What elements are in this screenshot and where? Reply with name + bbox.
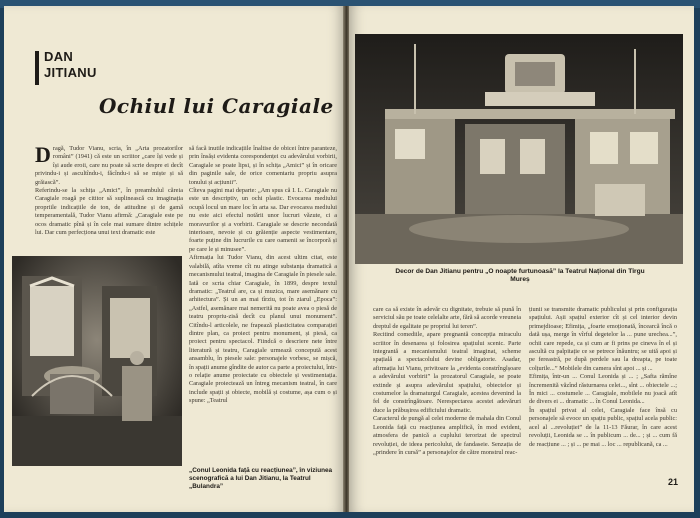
left-photo-caption: „Conul Leonida față cu reacțiunea”, în viziunea scenografică a lui Dan Jitianu, la Teatrul „Bulandra” [189,467,333,491]
right-col2-text: țiunii se transmite dramatic publicului și prin configurația spațiului. Așii spațiul exterior cît și cel interior devin primejdioase; Efimița, „foarte emoționată, încearcă încă o dată ușa, merge în vîrful degetelor la ... pune urechea...”, ochii care repede, ca și cum ar fi prins pe cineva în el și ascultă cu palpitație ce se petrece înăuntru; se uită apoi și pe fereastră, pe după perdele sau la dreapta, pe toate colțurile...” Mobilele din camera sînt apoi ... și ... Efimița, într-un ... Conul Leonida și ... ; „Safta rămîne încremenită văzînd răsturnarea celei..., sînt ... obiectele ...; În mici ... costumele ... Caragiale, mobilele nu joacă atît de divers ei ... dramatic ... în Conul Leonida... În spațiul privat al celei, Caragiale face însă cu personajele să evoce un spațiu public, spațiul acela public: acel al ...revoluției” de la 11-13 Făurar, în care acest revoluții, Leonida se ... în publicum ... de... ; și ... cum fă de reacțiune ... ; și ... pe mai ... loc ... republicană, ca ... [529,306,677,448]
stage-photo-left [12,256,182,466]
article-title: Ochiul lui Caragiale [99,94,334,118]
right-photo-caption: Decor de Dan Jitianu pentru „O noapte furtunoasă” la Teatrul Național din Tîrgu Mureș [395,268,645,284]
left-col1 [35,145,183,253]
stage-photo-left-image [12,256,182,466]
page-number: 21 [667,477,678,487]
right-page [349,6,694,512]
right-col1 [373,306,521,506]
drop-cap: D [35,145,51,167]
author-bar [35,51,39,85]
left-col1-text: ragă, Tudor Vianu, scria, în „Arta prozatorilor români” (1941) că este un scriitor „care își vede și își aude eroii, care nu poate să scrie despre ei decît privindu-i și ascultîndu-i, făcîndu-i să se miște și să grăiască”. Referindu-se la schița „Amici”, în preambulul căreia Caragiale roagă pe cititor să suplinească cu imaginația propriile indicațiile de ton, de atitudine și de gamă temperamentală, Tudor Vianu afirmă: „Caragiale este pe ocos dramatic pînă și în cele mai sumare dintre schițele lui. Dar cum perfecționa unui text dramatic este [35,145,183,237]
stage-photo-right-image [355,34,683,264]
right-col2 [529,306,677,476]
left-col2-text: să facă inutile indicațiile înaltise de obicei între paranteze, prin însăși evidenta corespondenței cu adevărului vorbirii, Caragiale se poate lipsi, și în schița „Amici” și în oricare din paginile sale, de orice comentariu propriu asupra tonului și acțiunii”. Cîteva pagini mai departe: „Am spus că I. L. Caragiale nu este un descriptiv, un ochi plastic. Evocarea mediului ocupă locul un mare loc în arta sa. Dar evocarea mediului nu este aici efectul notării unor lucruri văzute, ci a moravurilor și a vorbirii. Caragiale se descrie necondată interioare, nevoie și cu grăienție aspecte vestimentare, foarte puține din lucrurile cu care oamenii se încorporă și pe care le și minusee”. Afirmația lui Tudor Vianu, din acest ultim citat, este valabilă, atîta vreme cît nu atinge substanța dramatică a mecanismului teatral, imagina de Caragiale în piesele sale. Iată ce scria chiar Caragiale, în 1899, despre textul dramatic: „Teatrul are, ca și muzica, mare asemănare cu arhitectura”. Și un an mai tîrziu, tot în ziarul „Epoca”: „Astfel, asemănare mai nemerită nu poate avea o piesă de teatru propriu-zisă decît cu planul unui monument”. Citîndu-l articolele, ne frapează plasticitatea comparației dintre plan, ca proiect pentru monument, și piesă, ca proiect pentru spectacol. Fiindcă o descriere nete între literatură și teatru, Caragiale urmează concepută acest ansamblu, în piesele sale: personajele vorbesc, se mișcă, în spații anume gîndite de autor ca parte a proiectului, într-o relație anume proiectate cu obiectele și vestimentația. Caragiale proiectează un întreg mecanism teatral, în care include spații și obiecte, mobilă și costume, așa cum o și spune: „Teatrul [189,145,337,405]
author-name: DAN JITIANU [44,49,97,80]
right-col1-text: care ca să existe în adevăr cu dignitate, trebuie să pună în serviciul său pe toate celelalte arte, fără să acorde vreuneia dreptul de egalitate pe propriul lui teren”. Recitind comediile, apare pregnantă concepția miraculu scriitor în desenarea și folosirea spațiului scenic. Parte integrantă a mecanismului teatral imaginat, scheme spațială a spectacolului devine obligatorie. Asadar, afirmația lui Vianu, privitoare la „evidenta constrînglșoare a adevărului vorbirii” la prozatorul Caragiale, se poate extinde și asupra adevărului spațiului, obiectelor și costumelor la dramaturgul Caragiale, acestea devenind la fel de constrîngătoare. Nerespectarea acestei adevăruri duce la prăbușirea edificiului dramatic. Caracterul de pungă al celei moderne de mahala din Conul Leonida față cu reacțiunea amplifică, în mod evident, atmosfera de panică a cuplului terorizat de spectrul revoluției, de ideea pericolului, de fandaseie. Senzația de „prindere în cursă” a personajelor de către monstrul reac- [373,306,521,456]
left-col2 [189,145,337,463]
stage-photo-right [355,34,683,264]
left-page [4,6,344,512]
